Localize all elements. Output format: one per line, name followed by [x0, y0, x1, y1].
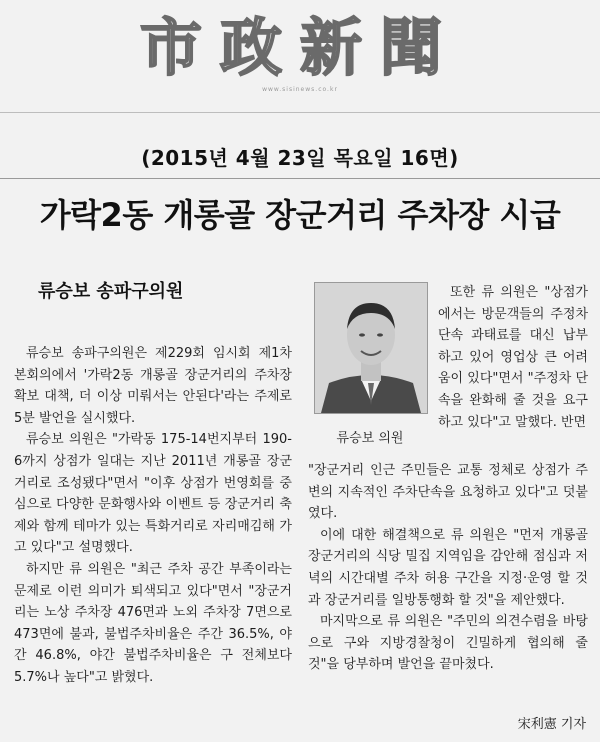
photo-caption: 류승보 의원	[336, 431, 404, 446]
body-paragraph: 하지만 류 의원은 "최근 주차 공간 부족이라는 문제로 이런 의미가 퇴색되고 있다"면서 "장군거리는 노상 주차장 476면과 노외 주차장 7면으로 473면에 불과, 불법주차비율은 주간 36.5%, 야간 46.8%, 야간 불법주차비율은 구 전체보다 5.7%나 높다"고 밝혔다.	[14, 561, 292, 685]
article	[0, 178, 600, 742]
publication-date: (2015년 4월 23일 목요일 16면)	[141, 146, 459, 170]
body-paragraph: 이에 대한 해결책으로 류 의원은 "먼저 개롱골 장군거리의 식당 밀집 지역임을 감안해 점심과 저녁의 시간대별 주차 허용 구간을 지정·운영 할 것과 장군거리를 일방통행화 할 것"을 제안했다.	[308, 527, 588, 608]
body-paragraph: 마지막으로 류 의원은 "주민의 의견수렴을 바탕으로 구와 지방경찰청이 긴밀하게 협의해 줄 것"을 당부하며 발언을 끝마쳤다.	[308, 614, 588, 673]
article-headline: 가락2동 개롱골 장군거리 주차장 시급	[39, 196, 561, 234]
body-paragraph: 류승보 송파구의원은 제229회 임시회 제1차 본회의에서 '가락2동 개롱골 장군거리의 주차장 확보 대책, 더 이상 미뤄서는 안된다'라는 주제로 5분 발언을 실시했다.	[14, 346, 292, 426]
reporter-byline: 宋利憲 기자	[517, 717, 586, 732]
portrait-image	[315, 283, 427, 413]
right-column-top	[438, 282, 588, 433]
portrait-photo	[314, 282, 428, 414]
body-paragraph: "장군거리 인근 주민들은 교통 정체로 상점가 주변의 지속적인 주차단속을 요청하고 있다"고 덧붙였다.	[308, 463, 588, 522]
body-paragraph: 류승보 의원은 "가락동 175-14번지부터 190-6까지 상점가 일대는 지난 2011년 개롱골 장군거리로 조성됐다"면서 "이후 상점가 번영회를 중심으로 다양한 문화행사와 이벤트 등 장군거리 축제와 함께 테마가 있는 특화거리로 자리매김해 가고 있다"고 설명했다.	[14, 432, 292, 556]
masthead-title: 市政新聞	[139, 11, 460, 84]
article-subhead: 류승보 송파구의원	[38, 281, 184, 302]
left-column	[14, 343, 292, 689]
body-paragraph: 또한 류 의원은 "상점가에서는 방문객들의 주정차 단속 과태료를 대신 납부하고 있어 영업상 큰 어려움이 있다"면서 "주정차 단속을 완화해 줄 것을 요구하고 있다"고 말했다. 반면	[438, 285, 588, 430]
right-column-bottom	[308, 460, 588, 676]
masthead-url: www.sisinews.co.kr	[262, 86, 338, 93]
masthead	[0, 0, 600, 113]
